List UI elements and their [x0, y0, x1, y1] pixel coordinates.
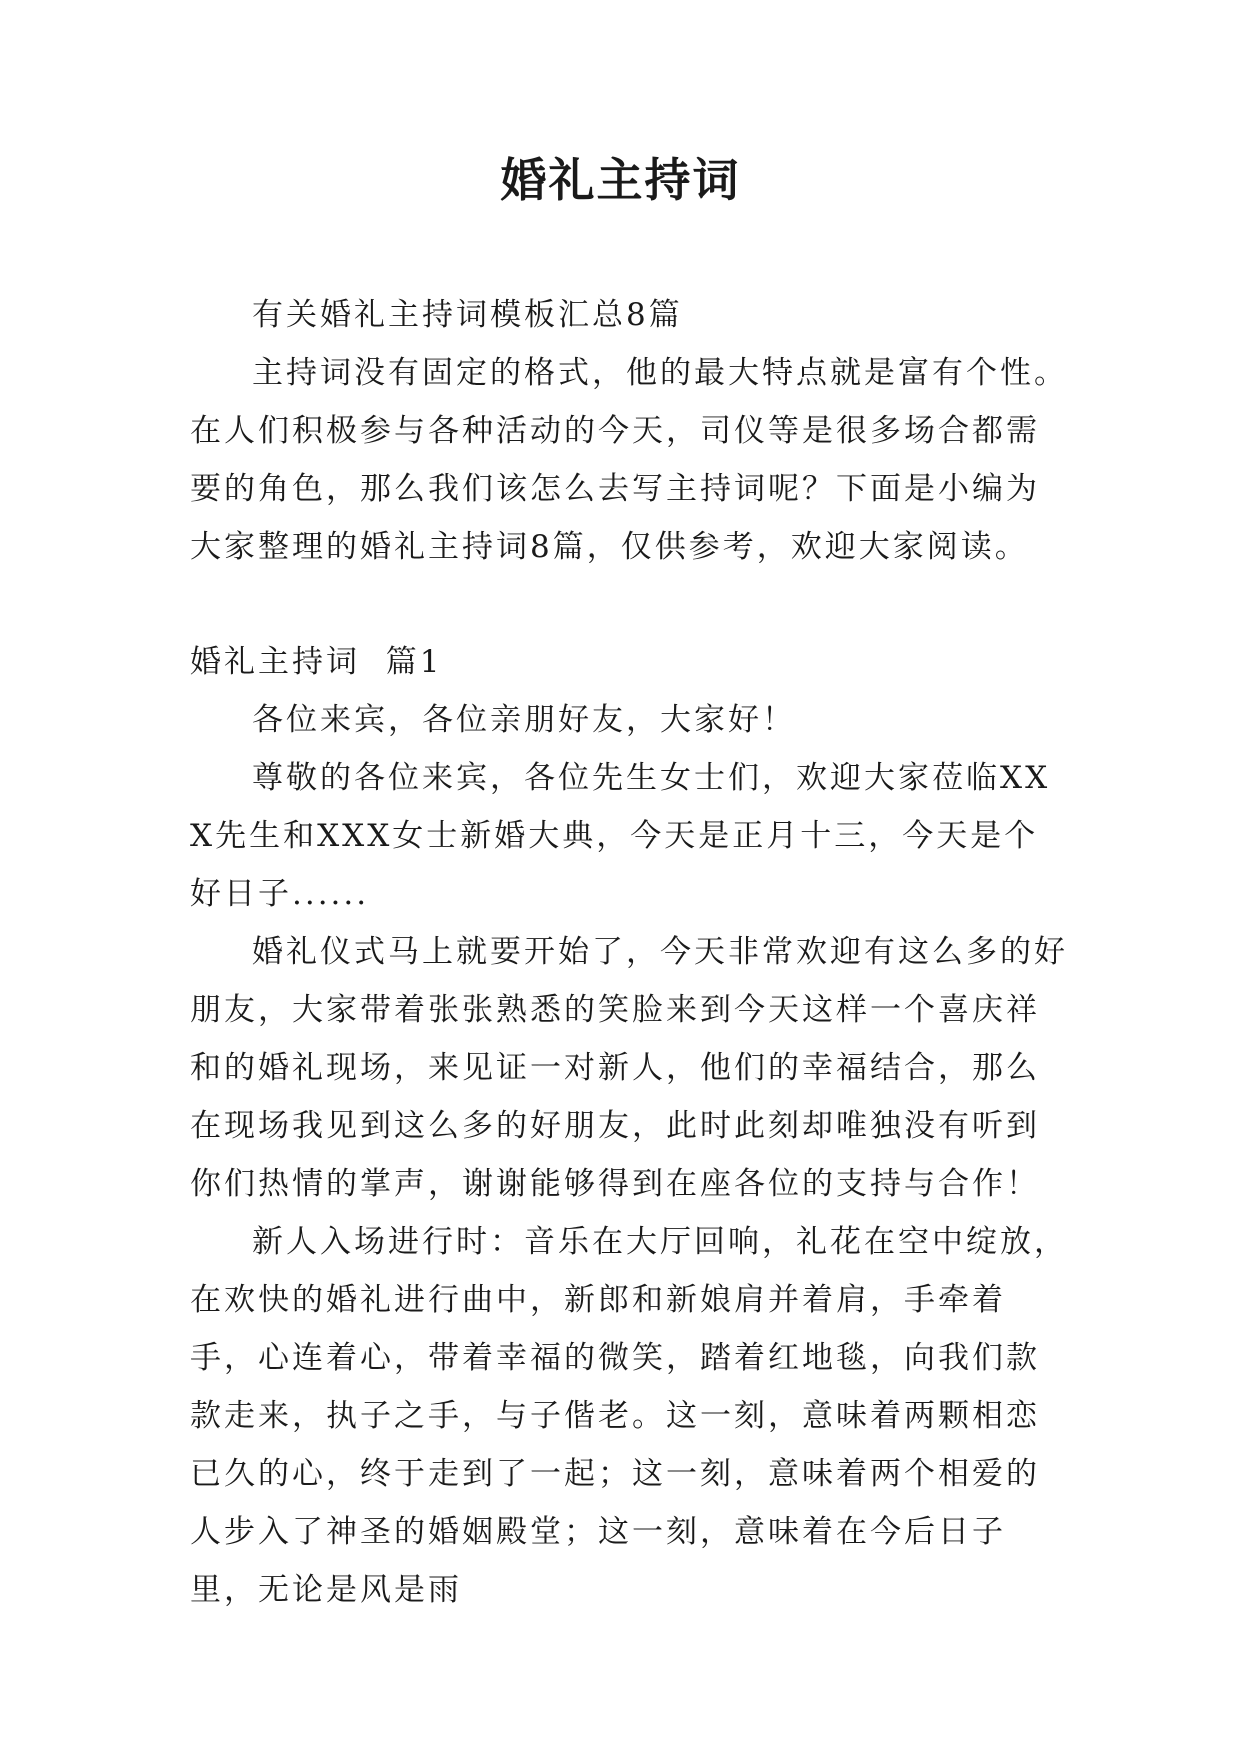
- section-paragraph: 新人入场进行时：音乐在大厅回响，礼花在空中绽放，在欢快的婚礼进行曲中，新郎和新娘肩并着肩，手牵着手，心连着心，带着幸福的微笑，踏着红地毯，向我们款款走来，执子之手，与子偕老。这一刻，意味着两颗相恋已久的心，终于走到了一起；这一刻，意味着两个相爱的人步入了神圣的婚姻殿堂；这一刻，意味着在今后日子里，无论是风是雨: [190, 1224, 1068, 1608]
- section-1: [190, 633, 1070, 1619]
- section-heading: 婚礼主持词 篇1: [190, 644, 443, 680]
- intro-paragraph: 主持词没有固定的格式，他的最大特点就是富有个性。在人们积极参与各种活动的今天，司仪等是很多场合都需要的角色，那么我们该怎么去写主持词呢？下面是小编为大家整理的婚礼主持词8篇，仅供参考，欢迎大家阅读。: [190, 355, 1068, 565]
- section-paragraph: 尊敬的各位来宾，各位先生女士们，欢迎大家莅临XXX先生和XXX女士新婚大典，今天是正月十三，今天是个好日子......: [190, 760, 1051, 912]
- intro-block: [190, 286, 1070, 576]
- section-paragraph: 各位来宾，各位亲朋好友，大家好！: [252, 702, 796, 738]
- intro-subtitle: 有关婚礼主持词模板汇总8篇: [252, 297, 683, 333]
- page-title: 婚礼主持词: [500, 153, 741, 207]
- section-paragraph: 婚礼仪式马上就要开始了，今天非常欢迎有这么多的好朋友，大家带着张张熟悉的笑脸来到今天这样一个喜庆祥和的婚礼现场，来见证一对新人，他们的幸福结合，那么在现场我见到这么多的好朋友，此时此刻却唯独没有听到你们热情的掌声，谢谢能够得到在座各位的支持与合作！: [190, 934, 1068, 1202]
